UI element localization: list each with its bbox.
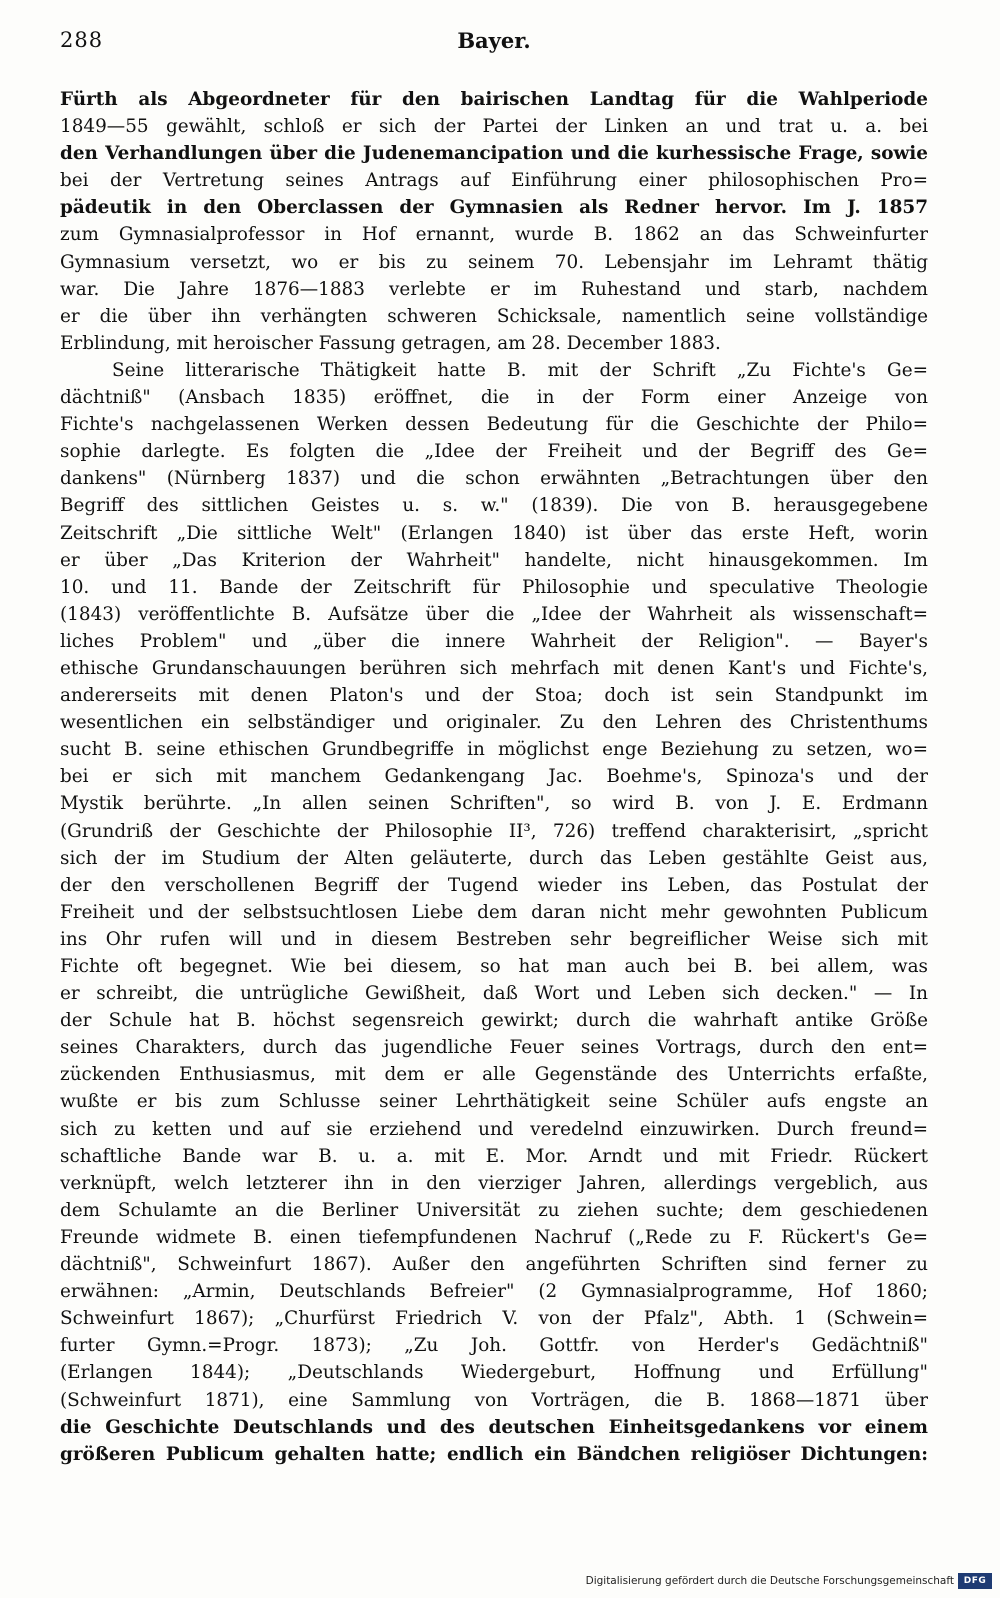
text-line: sophie darlegte. Es folgten die „Idee der Freiheit und der Begriff des Ge=: [60, 441, 928, 463]
text-line: Erblindung, mit heroischer Fassung getragen, am 28. December 1883.: [60, 332, 721, 354]
text-line: dankens" (Nürnberg 1837) und die schon erwähnten „Betrachtungen über den: [60, 468, 928, 490]
text-line: der den verschollenen Begriff der Tugend wieder ins Leben, das Postulat der: [60, 874, 928, 896]
text-line: liches Problem" und „über die innere Wahrheit der Religion". — Bayer's: [60, 630, 928, 652]
text-line: Zeitschrift „Die sittliche Welt" (Erlangen 1840) ist über das erste Heft, worin: [60, 522, 928, 544]
body-text: [60, 86, 928, 1468]
text-line: die Geschichte Deutschlands und des deutschen Einheitsgedankens vor einem: [60, 1416, 928, 1438]
text-line: ins Ohr rufen will und in diesem Bestreben sehr begreiflicher Weise sich mit: [60, 928, 928, 950]
text-line: er über „Das Kriterion der Wahrheit" handelte, nicht hinausgekommen. Im: [60, 549, 928, 571]
text-line: Fichte oft begegnet. Wie bei diesem, so hat man auch bei B. bei allem, was: [60, 956, 928, 977]
text-line: seines Charakters, durch das jugendliche Feuer seines Vortrags, durch den ent=: [60, 1037, 928, 1059]
text-line: wesentlichen ein selbständiger und originaler. Zu den Lehren des Christenthums: [60, 712, 928, 734]
text-line: furter Gymn.=Progr. 1873); „Zu Joh. Gottfr. von Herder's Gedächtniß": [60, 1335, 928, 1357]
text-line: schaftliche Bande war B. u. a. mit E. Mor. Arndt und mit Friedr. Rückert: [60, 1145, 928, 1167]
text-line: Begriff des sittlichen Geistes u. s. w." (1839). Die von B. herausgegebene: [60, 495, 928, 517]
text-line: Fürth als Abgeordneter für den bairischen Landtag für die Wahlperiode: [60, 89, 928, 110]
digitization-credit: [586, 1570, 992, 1592]
text-line: sich zu ketten und auf sie erziehend und veredelnd einzuwirken. Durch freund=: [60, 1118, 928, 1140]
dfg-logo: DFG: [958, 1573, 992, 1589]
text-line: (Grundriß der Geschichte der Philosophie II³, 726) treffend charakterisirt, „spricht: [60, 820, 928, 842]
text-line: Gymnasium versetzt, wo er bis zu seinem 70. Lebensjahr im Lehramt thätig: [60, 251, 928, 273]
text-line: bei er sich mit manchem Gedankengang Jac. Boehme's, Spinoza's und der: [60, 766, 928, 788]
paragraph-start-line: Seine litterarische Thätigkeit hatte B. mit der Schrift „Zu Fichte's Ge=: [112, 359, 928, 381]
text-line: Schweinfurt 1867); „Churfürst Friedrich V. von der Pfalz", Abth. 1 (Schwein=: [60, 1308, 928, 1330]
text-line: erwähnen: „Armin, Deutschlands Befreier" (2 Gymnasialprogramme, Hof 1860;: [60, 1281, 928, 1303]
text-line: (1843) veröffentlichte B. Aufsätze über die „Idee der Wahrheit als wissenschaft=: [60, 603, 928, 625]
text-line: pädeutik in den Oberclassen der Gymnasien als Redner hervor. Im J. 1857: [60, 197, 928, 219]
text-line: 1849—55 gewählt, schloß er sich der Partei der Linken an und trat u. a. bei: [60, 116, 928, 138]
text-line: sucht B. seine ethischen Grundbegriffe in möglichst enge Beziehung zu setzen, wo=: [60, 739, 928, 761]
text-line: zückenden Enthusiasmus, mit dem er alle Gegenstände des Unterrichts erfaßte,: [60, 1064, 928, 1086]
text-line: wußte er bis zum Schlusse seiner Lehrthätigkeit seine Schüler aufs engste an: [60, 1091, 928, 1113]
text-line: (Erlangen 1844); „Deutschlands Wiedergeburt, Hoffnung und Erfüllung": [60, 1362, 928, 1384]
text-line: er schreibt, die untrügliche Gewißheit, daß Wort und Leben sich decken." — In: [60, 983, 928, 1005]
text-line: dem Schulamte an die Berliner Universität zu ziehen suchte; dem geschiedenen: [60, 1199, 928, 1221]
text-line: (Schweinfurt 1871), eine Sammlung von Vorträgen, die B. 1868—1871 über: [60, 1389, 928, 1411]
page-header: [60, 28, 928, 62]
text-line: zum Gymnasialprofessor in Hof ernannt, wurde B. 1862 an das Schweinfurter: [60, 224, 928, 246]
page-number: 288: [60, 28, 104, 52]
text-line: den Verhandlungen über die Judenemancipation und die kurhessische Frage, sowie: [60, 143, 928, 165]
text-line: Fichte's nachgelassenen Werken dessen Bedeutung für die Geschichte der Philo=: [60, 414, 928, 436]
text-line: Mystik berührte. „In allen seinen Schriften", so wird B. von J. E. Erdmann: [60, 793, 928, 815]
text-line: dächtniß" (Ansbach 1835) eröffnet, die in der Form einer Anzeige von: [60, 387, 928, 409]
text-line: bei der Vertretung seines Antrags auf Einführung einer philosophischen Pro=: [60, 170, 928, 192]
text-line: war. Die Jahre 1876—1883 verlebte er im Ruhestand und starb, nachdem: [60, 278, 928, 300]
text-line: Freunde widmete B. einen tiefempfundenen Nachruf („Rede zu F. Rückert's Ge=: [60, 1226, 928, 1248]
text-line: ethische Grundanschauungen berühren sich mehrfach mit denen Kant's und Fichte's,: [60, 657, 928, 679]
text-line: verknüpft, welch letzterer ihn in den vierziger Jahren, allerdings vergeblich, aus: [60, 1172, 928, 1194]
text-line: er die über ihn verhängten schweren Schicksale, namentlich seine vollständige: [60, 305, 928, 327]
text-line: dächtniß", Schweinfurt 1867). Außer den angeführten Schriften sind ferner zu: [60, 1254, 928, 1276]
text-line: 10. und 11. Bande der Zeitschrift für Philosophie und speculative Theologie: [60, 576, 928, 598]
credit-text: Digitalisierung gefördert durch die Deutsche Forschungsgemeinschaft: [585, 1575, 954, 1587]
text-line: andererseits mit denen Platon's und der Stoa; doch ist sein Standpunkt im: [60, 685, 928, 707]
text-line: der Schule hat B. höchst segensreich gewirkt; durch die wahrhaft antike Größe: [60, 1010, 928, 1032]
text-line: Freiheit und der selbstsuchtlosen Liebe dem daran nicht mehr gewohnten Publicum: [60, 901, 928, 923]
running-head: Bayer.: [457, 28, 531, 53]
text-line: größeren Publicum gehalten hatte; endlich ein Bändchen religiöser Dichtungen:: [60, 1443, 928, 1465]
text-line: sich der im Studium der Alten geläuterte, durch das Leben gestählte Geist aus,: [60, 847, 928, 869]
